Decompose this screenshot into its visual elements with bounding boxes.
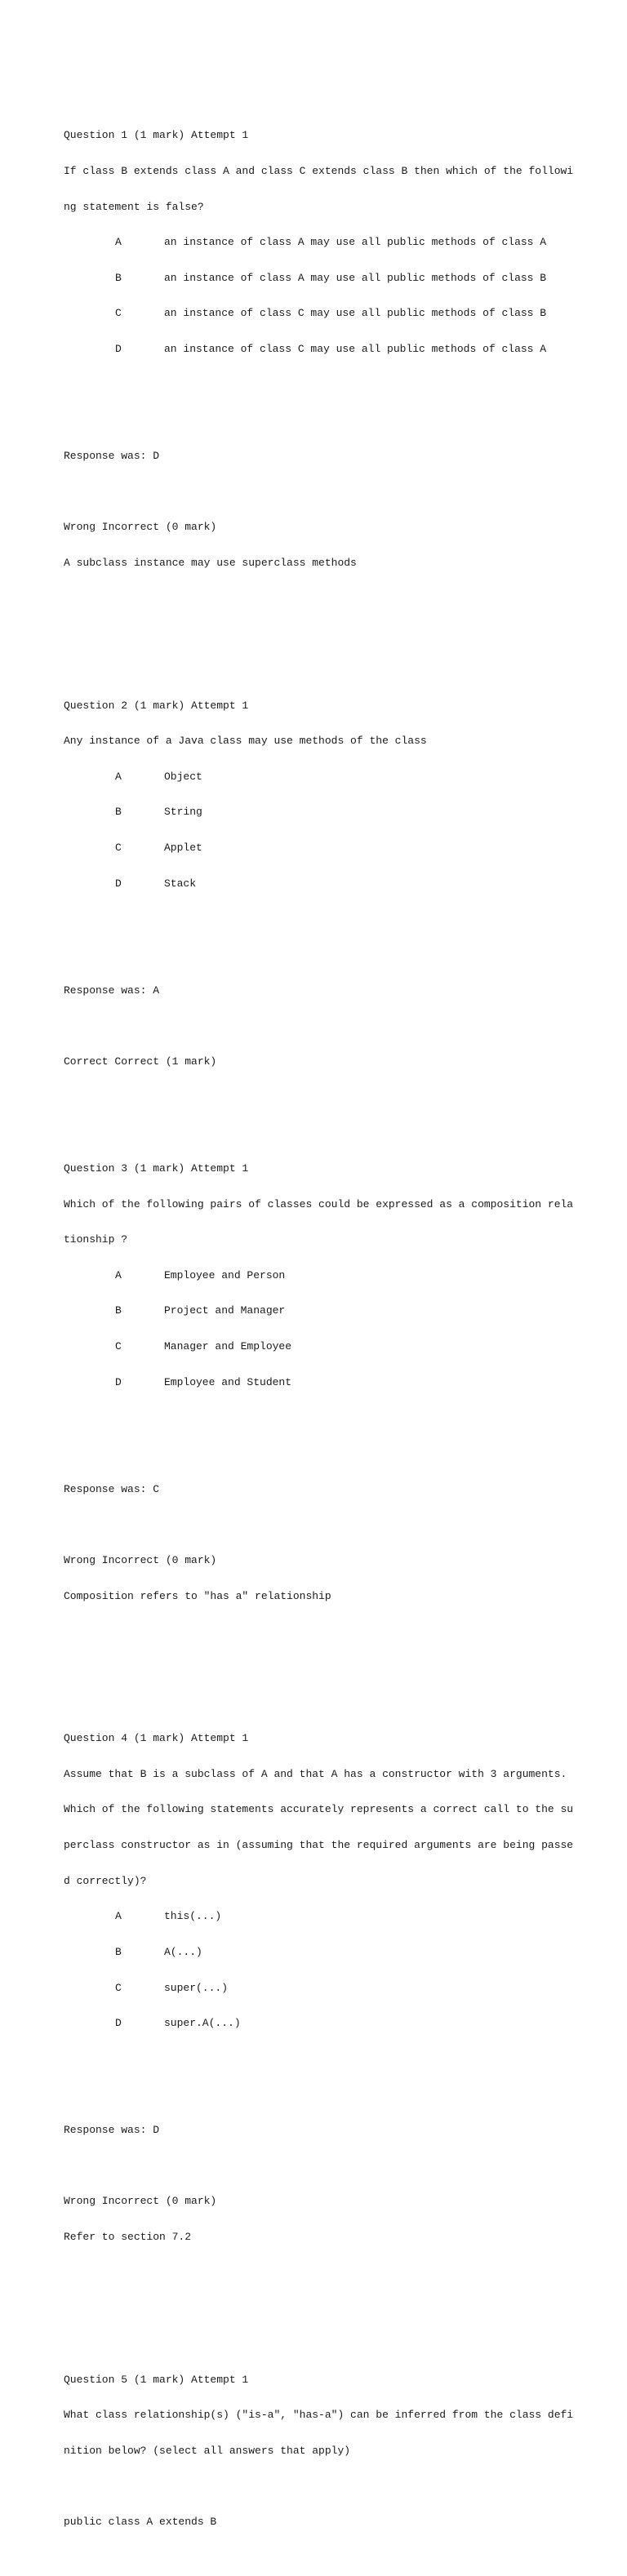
option-letter: C [115, 1981, 122, 1994]
response-line: Response was: C [64, 1482, 160, 1495]
option-letter: B [115, 271, 122, 284]
answer-option [64, 2018, 586, 2030]
question-stem-line: Assume that B is a subclass of A and that A has a constructor with 3 arguments. [64, 1767, 567, 1780]
question-3 [64, 1139, 586, 1662]
response-line: Response was: D [64, 450, 160, 463]
option-text: Applet [164, 842, 202, 855]
option-text: Object [164, 770, 202, 783]
option-letter: B [115, 806, 122, 819]
option-text: Stack [164, 877, 197, 890]
option-text: an instance of class A may use all public methods of class A [164, 236, 547, 249]
answer-option [64, 1377, 586, 1389]
option-letter: A [115, 770, 122, 783]
code-line: public class A extends B [64, 2516, 217, 2529]
question-stem-line: tionship ? [64, 1233, 128, 1246]
question-header: Question 4 (1 mark) Attempt 1 [64, 1732, 249, 1745]
answer-option [64, 344, 586, 356]
question-1 [64, 106, 586, 628]
question-stem-line: perclass constructor as in (assuming that the required arguments are being passe [64, 1839, 574, 1852]
option-text: super(...) [164, 1981, 229, 1994]
question-stem-line: nition below? (select all answers that apply) [64, 2444, 351, 2457]
question-stem-line: Which of the following pairs of classes could be expressed as a composition rela [64, 1197, 574, 1210]
answer-option [64, 1947, 586, 1959]
question-2 [64, 676, 586, 1091]
option-text: an instance of class C may use all public methods of class B [164, 307, 547, 320]
option-letter: B [115, 1304, 122, 1317]
option-text: super.A(...) [164, 2017, 241, 2030]
question-5 [64, 2351, 586, 2552]
answer-option [64, 806, 586, 819]
option-letter: D [115, 2017, 122, 2030]
quiz-document [64, 59, 586, 2576]
question-4 [64, 1709, 586, 2303]
question-stem-line: Any instance of a Java class may use methods of the class [64, 735, 427, 748]
answer-option [64, 1305, 586, 1317]
response-line: Response was: A [64, 984, 160, 997]
result-line: Correct Correct (1 mark) [64, 1055, 217, 1068]
question-header: Question 5 (1 mark) Attempt 1 [64, 2373, 249, 2386]
option-text: this(...) [164, 1910, 222, 1923]
option-letter: A [115, 236, 122, 249]
option-letter: D [115, 877, 122, 890]
option-text: String [164, 806, 202, 819]
option-text: Manager and Employee [164, 1340, 292, 1353]
feedback-line: A subclass instance may use superclass methods [64, 556, 357, 569]
option-text: Project and Manager [164, 1304, 286, 1317]
question-header: Question 2 (1 mark) Attempt 1 [64, 699, 249, 712]
question-stem-line: Which of the following statements accurately represents a correct call to the su [64, 1803, 574, 1816]
result-line: Wrong Incorrect (0 mark) [64, 521, 217, 534]
answer-option [64, 237, 586, 249]
option-letter: C [115, 1340, 122, 1353]
option-letter: D [115, 1375, 122, 1388]
feedback-line: Composition refers to "has a" relationship [64, 1589, 331, 1602]
option-letter: D [115, 343, 122, 356]
question-stem-line: If class B extends class A and class C extends class B then which of the followi [64, 164, 574, 177]
option-text: Employee and Student [164, 1375, 292, 1388]
option-letter: C [115, 842, 122, 855]
answer-option [64, 1341, 586, 1353]
response-line: Response was: D [64, 2124, 160, 2137]
answer-option [64, 1983, 586, 1995]
option-letter: A [115, 1268, 122, 1281]
answer-option [64, 842, 586, 855]
answer-option [64, 308, 586, 320]
question-header: Question 1 (1 mark) Attempt 1 [64, 129, 249, 142]
answer-option [64, 771, 586, 784]
answer-option [64, 273, 586, 285]
option-letter: C [115, 307, 122, 320]
feedback-line: Refer to section 7.2 [64, 2231, 192, 2244]
result-line: Wrong Incorrect (0 mark) [64, 2195, 217, 2208]
question-stem-line: ng statement is false? [64, 200, 204, 213]
option-text: an instance of class C may use all public methods of class A [164, 343, 547, 356]
question-stem-line: What class relationship(s) ("is-a", "has-a") can be inferred from the class defi [64, 2409, 574, 2422]
option-text: A(...) [164, 1945, 202, 1958]
question-header: Question 3 (1 mark) Attempt 1 [64, 1161, 249, 1175]
answer-option [64, 1270, 586, 1282]
answer-option [64, 1911, 586, 1923]
option-letter: A [115, 1910, 122, 1923]
result-line: Wrong Incorrect (0 mark) [64, 1553, 217, 1566]
option-text: Employee and Person [164, 1268, 286, 1281]
option-letter: B [115, 1945, 122, 1958]
answer-option [64, 878, 586, 890]
option-text: an instance of class A may use all public methods of class B [164, 271, 547, 284]
question-stem-line: d correctly)? [64, 1874, 147, 1887]
